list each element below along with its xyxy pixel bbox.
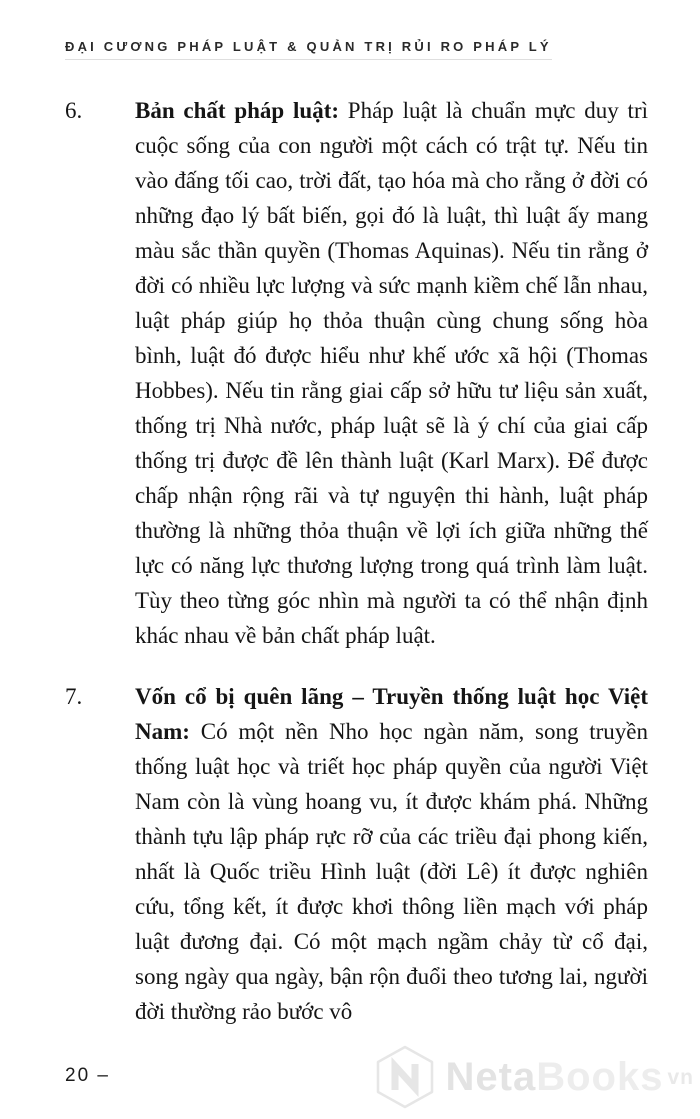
running-header: ĐẠI CƯƠNG PHÁP LUẬT & QUẢN TRỊ RỦI RO PHÁP LÝ xyxy=(65,39,552,60)
numbered-paragraph-6 xyxy=(65,93,648,653)
item-text: Có một nền Nho học ngàn năm, song truyền thống luật học và triết học pháp quyền của người Việt Nam còn là vùng hoang vu, ít được khám phá. Những thành tựu lập pháp rực rỡ của các triều đại phong kiến, nhất là Quốc triều Hình luật (đời Lê) ít được nghiên cứu, tổng kết, ít được khơi thông liền mạch với pháp luật đương đại. Có một mạch ngầm chảy từ cổ đại, song ngày qua ngày, bận rộn đuổi theo tương lai, người đời thường rảo bước vô xyxy=(135,719,648,1024)
paragraph-body xyxy=(135,679,648,1029)
item-lead: Bản chất pháp luật: xyxy=(135,98,340,123)
item-number: 7. xyxy=(65,684,83,709)
header-band xyxy=(65,38,700,60)
watermark-brand-secondary: Books xyxy=(536,1055,664,1099)
watermark-domain-suffix: vn xyxy=(667,1065,694,1089)
page-content xyxy=(65,93,648,1029)
item-lead: Vốn cổ bị quên lãng – Truyền thống luật học Việt Nam: xyxy=(135,684,648,744)
watermark xyxy=(374,1045,694,1109)
item-number: 6. xyxy=(65,98,83,123)
page-number: 20 – xyxy=(65,1065,110,1086)
paragraph-body xyxy=(135,93,648,653)
item-text: Pháp luật là chuẩn mực duy trì cuộc sống của con người một cách có trật tự. Nếu tin vào đấng tối cao, trời đất, tạo hóa mà cho rằng ở đời có những đạo lý bất biến, gọi đó là luật, thì luật ấy mang màu sắc thần quyền (Thomas Aquinas). Nếu tin rằng ở đời có nhiều lực lượng và sức mạnh kiềm chế lẫn nhau, luật pháp giúp họ thỏa thuận cùng chung sống hòa bình, luật đó được hiểu như khế ước xã hội (Thomas Hobbes). Nếu tin rằng giai cấp sở hữu tư liệu sản xuất, thống trị Nhà nước, pháp luật sẽ là ý chí của giai cấp thống trị được đề lên thành luật (Karl Marx). Để được chấp nhận rộng rãi và tự nguyện thi hành, luật pháp thường là những thỏa thuận về lợi ích giữa những thế lực có năng lực thương lượng trong quá trình làm luật. Tùy theo từng góc nhìn mà người ta có thể nhận định khác nhau về bản chất pháp luật. xyxy=(135,98,648,648)
numbered-paragraph-7 xyxy=(65,679,648,1029)
watermark-brand-primary: Neta xyxy=(445,1055,537,1099)
hexagon-n-icon xyxy=(374,1045,436,1109)
